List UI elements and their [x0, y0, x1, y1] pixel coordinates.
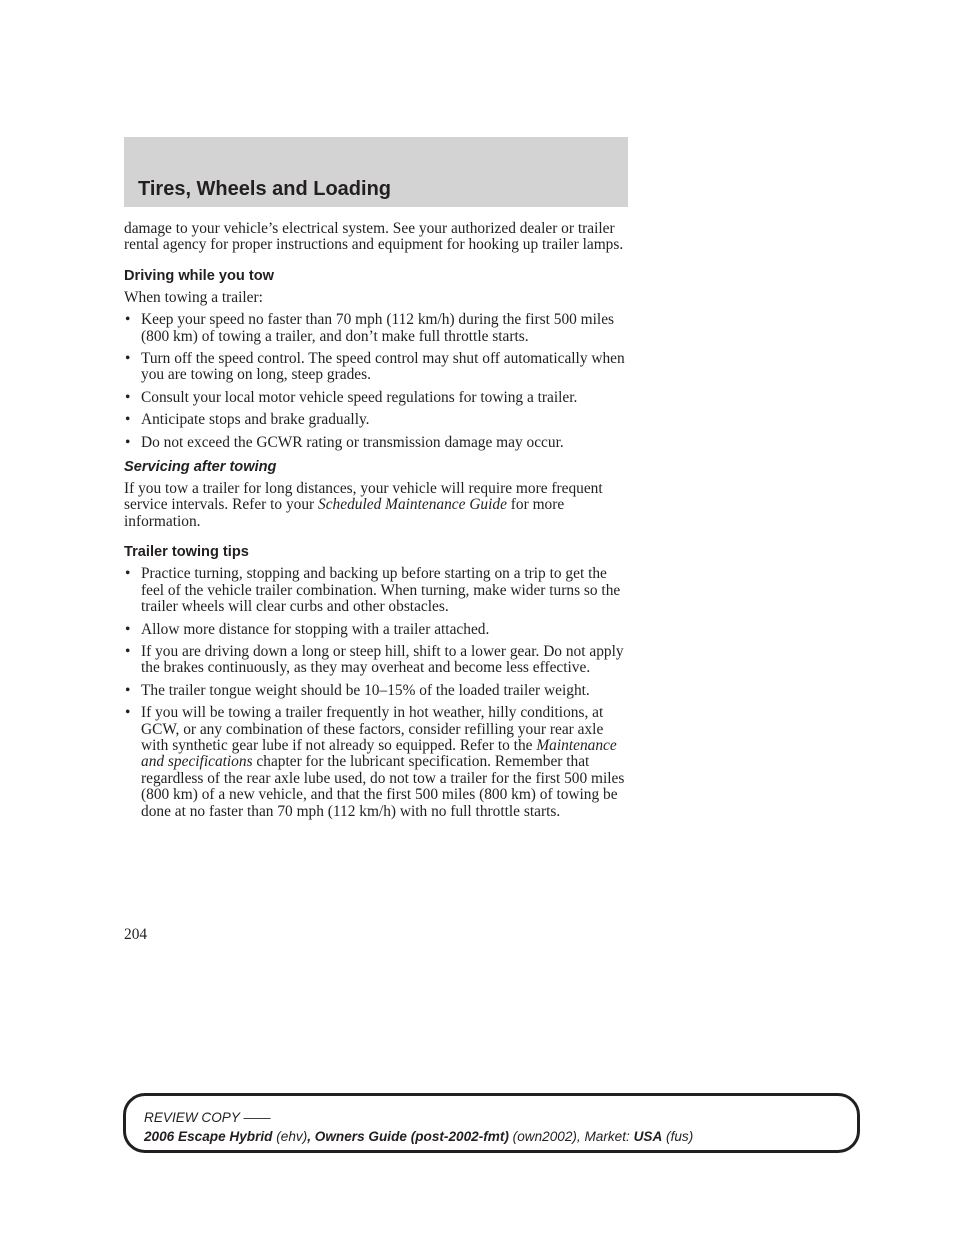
heading-trailer-towing-tips: Trailer towing tips [124, 544, 249, 561]
bullet-icon: • [125, 681, 131, 699]
list-item: • Turn off the speed control. The speed control may shut off automatically when you are towing on long, steep grades. [125, 350, 625, 384]
page-number: 204 [124, 926, 148, 943]
list-item: • If you are driving down a long or steep hill, shift to a lower gear. Do not apply the brakes continuously, as they may overheat and become less effective. [125, 642, 624, 677]
review-copy-footer [123, 1093, 860, 1153]
chapter-title: Tires, Wheels and Loading [138, 178, 392, 200]
bullet-icon: • [125, 620, 131, 638]
servicing-paragraph: If you tow a trailer for long distances, your vehicle will require more frequent service intervals. Refer to your Scheduled Maintenance Guide for more information. [124, 480, 603, 530]
list-item: • Do not exceed the GCWR rating or transmission damage may occur. [125, 433, 564, 451]
driving-lead-text: When towing a trailer: [124, 288, 263, 306]
list-item: • Consult your local motor vehicle speed regulations for towing a trailer. [125, 388, 578, 406]
heading-driving-while-you-tow: Driving while you tow [124, 267, 274, 284]
list-item: • Anticipate stops and brake gradually. [125, 411, 370, 429]
bullet-icon: • [125, 411, 131, 429]
driving-tips-list [124, 312, 628, 451]
list-item: • Keep your speed no faster than 70 mph (112 km/h) during the first 500 miles (800 km) of towing a trailer, and don’t make full throttle starts. [125, 311, 615, 345]
bullet-icon: • [125, 311, 131, 329]
towing-tips-list [124, 566, 628, 820]
bullet-icon: • [125, 565, 131, 583]
bullet-icon: • [125, 642, 131, 660]
document-identifier: 2006 Escape Hybrid (ehv), Owners Guide (post-2002-fmt) (own2002), Market: USA (fus) [144, 1129, 694, 1144]
heading-servicing-after-towing: Servicing after towing [124, 459, 277, 476]
list-item: • The trailer tongue weight should be 10–15% of the loaded trailer weight. [125, 681, 590, 699]
bullet-icon: • [125, 350, 131, 368]
page-content [124, 221, 628, 826]
maintenance-chapter-reference: Maintenance and specifications [141, 736, 617, 771]
list-item: • If you will be towing a trailer frequently in hot weather, hilly conditions, at GCW, or any combination of these factors, consider refilling your rear axle with synthetic gear lube if not already so equipped. Refer to the Maintenance and specifications chapter for the lubricant specification. Remember that regardless of the rear axle lube used, do not tow a trailer for the first 500 miles (800 km) of a new vehicle, and that the first 500 miles (800 km) of towing be done at no faster than 70 mph (112 km/h) with no full throttle starts. [125, 704, 625, 820]
review-copy-label: REVIEW COPY —— [144, 1110, 271, 1125]
list-item: • Practice turning, stopping and backing up before starting on a trip to get the feel of the vehicle trailer combination. When turning, make wider turns so the trailer wheels will clear curbs and other obstacles. [125, 565, 621, 616]
bullet-icon: • [125, 704, 131, 722]
intro-paragraph: damage to your vehicle’s electrical system. See your authorized dealer or trailer rental agency for proper instructions and equipment for hooking up trailer lamps. [124, 220, 624, 254]
bullet-icon: • [125, 433, 131, 451]
maintenance-guide-reference: Scheduled Maintenance Guide [318, 496, 507, 514]
bullet-icon: • [125, 388, 131, 406]
chapter-header-band [124, 137, 628, 207]
list-item: • Allow more distance for stopping with a trailer attached. [125, 620, 490, 638]
